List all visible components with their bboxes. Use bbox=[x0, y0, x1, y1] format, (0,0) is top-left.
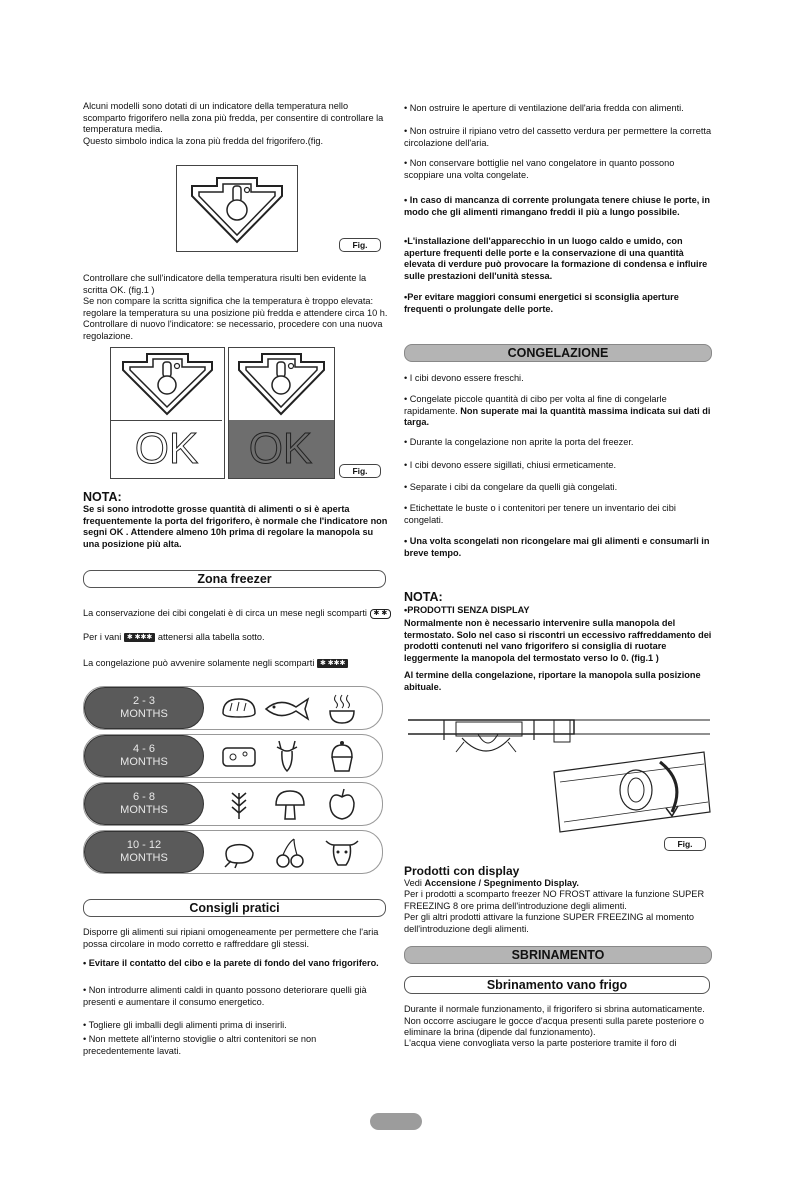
months-pill: 4 - 6 MONTHS bbox=[84, 735, 204, 777]
freeze-tip-2: • Congelate piccole quantità di cibo per volta al fine di congelarle rapidamente. Non superate mai la quantità massima indicata sui dati di targa. bbox=[404, 394, 711, 428]
four-star-badge: ✱ ✱✱✱ bbox=[317, 659, 348, 668]
display-text-2: Per i prodotti a scomparto freezer NO FROST attivare la funzione SUPER FREEZING 8 ore prima dell'introduzione degli alimenti. bbox=[404, 889, 705, 911]
four-star-badge: ✱ ✱✱✱ bbox=[124, 633, 155, 642]
tip-1: • Non ostruire le aperture di ventilazione dell'aria fredda con alimenti. bbox=[404, 103, 684, 113]
zona-text-2: Per i vani ✱ ✱✱✱ attenersi alla tabella sotto. bbox=[83, 632, 265, 642]
deer-icon bbox=[269, 739, 305, 775]
apple-icon bbox=[324, 787, 360, 823]
tip-5: •L'installazione dell'apparecchio in un luogo caldo e umido, con aperture frequenti delle porte e la conservazione di una quantità elevata di verdure può provocare la formazione di condensa e influire sulle prestazioni dell'unità stessa. bbox=[404, 236, 708, 281]
bread-icon bbox=[219, 691, 259, 725]
consigli-text-4: • Togliere gli imballi degli alimenti prima di inserirli. bbox=[83, 1020, 287, 1030]
zona-text-3: La congelazione può avvenire solamente negli scomparti ✱ ✱✱✱ bbox=[83, 658, 393, 670]
section-title-consigli: Consigli pratici bbox=[83, 899, 386, 917]
display-text-3: Per gli altri prodotti attivare la funzione SUPER FREEZING al momento dell'introduzione degli alimenti. bbox=[404, 912, 695, 934]
cold-zone-symbol-icon bbox=[177, 166, 297, 251]
nota-heading: NOTA: bbox=[83, 490, 122, 504]
storage-row bbox=[83, 830, 383, 874]
freeze-tip-6: • Etichettate le buste o i contenitori per tenere un inventario dei cibi congelati. bbox=[404, 503, 676, 525]
wheat-icon bbox=[224, 787, 254, 821]
freeze-tip-7: • Una volta scongelati non ricongelare mai gli alimenti e consumarli in breve tempo. bbox=[404, 536, 710, 558]
cupcake-icon bbox=[324, 739, 360, 775]
section-subtitle-sbrinamento-frigo: Sbrinamento vano frigo bbox=[404, 976, 710, 994]
soup-bowl-icon bbox=[324, 691, 360, 727]
cold-zone-symbol-icon bbox=[111, 348, 224, 420]
freeze-tip-5: • Separate i cibi da congelare da quelli già congelati. bbox=[404, 482, 618, 492]
freeze-tip-3: • Durante la congelazione non aprite la porta del freezer. bbox=[404, 437, 634, 447]
nota-subheading: •PRODOTTI SENZA DISPLAY bbox=[404, 605, 530, 615]
freeze-tip-1: • I cibi devono essere freschi. bbox=[404, 373, 524, 383]
ok-indicator-normal bbox=[110, 347, 225, 479]
page-number-badge bbox=[370, 1113, 422, 1130]
freeze-tip-4: • I cibi devono essere sigillati, chiusi ermeticamente. bbox=[404, 460, 617, 470]
storage-row bbox=[83, 782, 383, 826]
defrost-text-2: L'acqua viene convogliata verso la parte posteriore tramite il foro di bbox=[404, 1038, 677, 1048]
defrost-text-1: Durante il normale funzionamento, il frigorifero si sbrina automaticamente. Non occorre asciugare le gocce d'acqua presenti sulla parete posteriore o eliminare la brina (dipende dal funzionamento). bbox=[404, 1004, 705, 1038]
storage-row bbox=[83, 734, 383, 778]
tip-3: • Non conservare bottiglie nel vano congelatore in quanto possono scoppiare una volta congelate. bbox=[404, 158, 675, 180]
ok-text: OK bbox=[248, 424, 313, 473]
ok-indicator-dark bbox=[228, 347, 335, 479]
fish-icon bbox=[262, 691, 312, 725]
section-title-zona-freezer: Zona freezer bbox=[83, 570, 386, 588]
months-pill: 2 - 3 MONTHS bbox=[84, 687, 204, 729]
zona-text-1: La conservazione dei cibi congelati è di circa un mese negli scomparti ✱ ✱ bbox=[83, 608, 393, 620]
consigli-text-1: Disporre gli alimenti sui ripiani omogeneamente per permettere che l'aria possa circolare in modo corretto e raffreddare gli stessi. bbox=[83, 927, 379, 949]
consigli-text-5: • Non mettete all'interno stoviglie o altri contenitori se non precedentemente lavati. bbox=[83, 1034, 317, 1056]
cow-head-icon bbox=[322, 835, 362, 871]
check-text: Controllare che sull'indicatore della temperatura risulti ben evidente la scritta OK. (fig.1 ) Se non compare la scritta significa che la temperatura è troppo elevata: regolare la temperatura su una posizione più fredda e attendere circa 10 h. Controllare di nuovo l'indicatore: se necessario, procedere con una nuova regolazione. bbox=[83, 273, 388, 341]
months-pill: 6 - 8 MONTHS bbox=[84, 783, 204, 825]
chicken-icon bbox=[219, 835, 259, 869]
nota-text: Normalmente non è necessario intervenire sulla manopola del termostato. Solo nel caso si riscontri un eccessivo raffreddamento dei prodotti contenuti nel vano frigorifero si consiglia di ruotare leggermente la manopola del termostato verso lo 0. (fig.1 ) bbox=[404, 618, 712, 663]
nota-text: Se si sono introdotte grosse quantità di alimenti o si è aperta frequentemente la porta del frigorifero, è normale che l'indicatore non segni OK . Attendere almeno 10h prima di regolare la manopola su una posizione più alta. bbox=[83, 504, 388, 549]
section-title-congelazione: CONGELAZIONE bbox=[404, 344, 712, 362]
nota-heading: NOTA: bbox=[404, 590, 443, 604]
tip-6: •Per evitare maggiori consumi energetici si sconsiglia aperture frequenti o prolungate delle porte. bbox=[404, 292, 679, 314]
storage-row bbox=[83, 686, 383, 730]
tip-2: • Non ostruire il ripiano vetro del cassetto verdura per permettere la corretta circolazione dell'aria. bbox=[404, 126, 712, 148]
display-heading: Prodotti con display bbox=[404, 864, 520, 878]
display-text-1: Vedi Accensione / Spegnimento Display. bbox=[404, 878, 579, 888]
fig-label: Fig. bbox=[339, 464, 381, 478]
two-star-badge: ✱ ✱ bbox=[370, 609, 392, 619]
mushroom-icon bbox=[272, 787, 308, 823]
nota-text-end: Al termine della congelazione, riportare la manopola sulla posizione abituale. bbox=[404, 670, 701, 692]
section-title-sbrinamento: SBRINAMENTO bbox=[404, 946, 712, 964]
consigli-text-3: • Non introdurre alimenti caldi in quanto possono deteriorare quelli già presenti e aumentare il consumo energetico. bbox=[83, 985, 367, 1007]
cheese-icon bbox=[219, 739, 259, 773]
months-pill: 10 - 12 MONTHS bbox=[84, 831, 204, 873]
cold-zone-symbol-icon bbox=[229, 348, 334, 420]
cold-zone-figure bbox=[176, 165, 298, 252]
ok-text: OK bbox=[134, 424, 199, 473]
cherries-icon bbox=[272, 835, 308, 871]
thermostat-figure bbox=[404, 712, 714, 852]
consigli-text-2: • Evitare il contatto del cibo e la parete di fondo del vano frigorifero. bbox=[83, 958, 379, 968]
intro-text: Alcuni modelli sono dotati di un indicatore della temperatura nello scomparto frigorifero nella zona più fredda, per consentire di controllare la temperatura media. Questo simbolo indica la zona più fredda del frigorifero.(fig. bbox=[83, 101, 384, 146]
fig-label: Fig. bbox=[339, 238, 381, 252]
tip-4: • In caso di mancanza di corrente prolungata tenere chiuse le porte, in modo che gli alimenti rimangano freddi il più a lungo possibile. bbox=[404, 195, 710, 217]
fig-label: Fig. bbox=[664, 837, 706, 851]
